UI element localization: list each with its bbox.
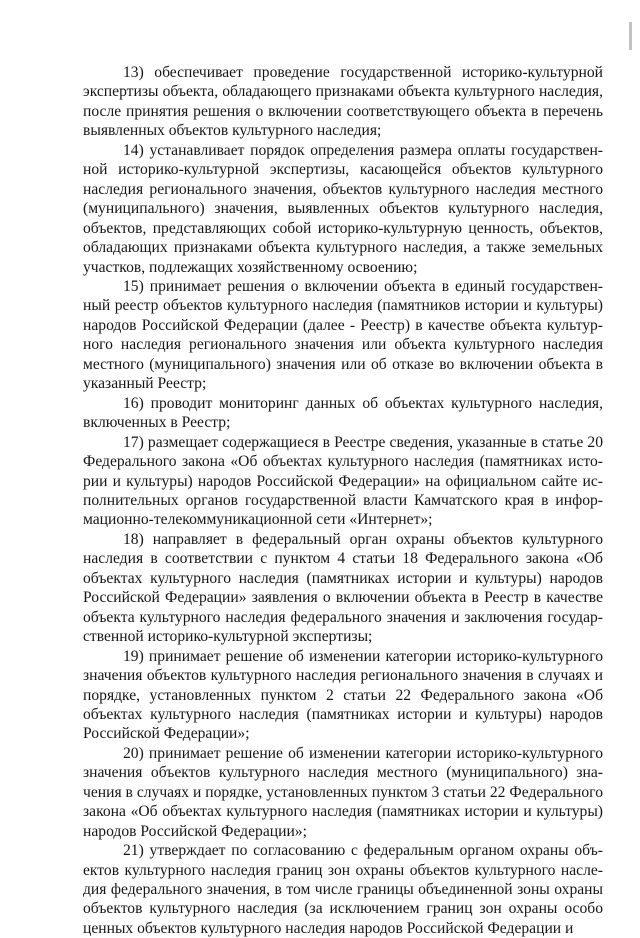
paragraph-item-21: 21) утверждает по согласованию с федеральным органом охраны объектов культурного наследия границ зон охраны объектов культурного наследия федерального значения, в том числе границы объединенной зоны охраны объектов культурного наследия (за исключением границ зон охраны особо ценных объектов культурного наследия народов Российской Федерации и	[83, 842, 603, 937]
paragraph-item-15: 15) принимает решения о включении объекта в единый государственный реестр объектов культурного наследия (памятников истории и культуры) народов Российской Федерации (далее - Реестр) в качестве объекта культурного наследия регионального значения или объекта культурного наследия местного (муниципального) значения или об отказе во включении объекта в указанный Реестр;	[83, 277, 603, 393]
paragraph-item-14: 14) устанавливает порядок определения размера оплаты государственной историко-культурной экспертизы, касающейся объектов культурного наследия регионального значения, объектов культурного наследия местного (муниципального) значения, выявленных объектов культурного наследия, объектов, представляющих собой историко-культурную ценность, объектов, обладающих признаками объекта культурного наследия, а также земельных участков, подлежащих хозяйственному освоению;	[83, 141, 603, 276]
paragraph-item-19: 19) принимает решение об изменении категории историко-культурного значения объектов культурного наследия регионального значения в случаях и порядке, установленных пунктом 2 статьи 22 Федерального закона «Об объектах культурного наследия (памятниках истории и культуры) народов Российской Федерации»;	[83, 647, 603, 743]
paragraph-item-20: 20) принимает решение об изменении категории историко-культурного значения объектов культурного наследия местного (муниципального) значения в случаях и порядке, установленных пунктом 3 статьи 22 Федерального закона «Об объектах культурного наследия (памятниках истории и культуры) народов Российской Федерации»;	[83, 744, 603, 840]
paragraph-item-17: 17) размещает содержащиеся в Реестре сведения, указанные в статье 20 Федерального закона «Об объектах культурного наследия (памятниках истории и культуры) народов Российской Федерации» на официальном сайте исполнительных органов государственной власти Камчатского края в информационно-телекоммуникационной сети «Интернет»;	[83, 433, 603, 529]
paragraph-item-16: 16) проводит мониторинг данных об объектах культурного наследия, включенных в Реестр;	[83, 394, 603, 432]
paragraph-item-13: 13) обеспечивает проведение государственной историко-культурной экспертизы объекта, обладающего признаками объекта культурного наследия, после принятия решения о включении соответствующего объекта в перечень выявленных объектов культурного наследия;	[83, 64, 603, 140]
scan-edge-mark	[629, 22, 632, 50]
paragraph-item-18: 18) направляет в федеральный орган охраны объектов культурного наследия в соответствии с пунктом 4 статьи 18 Федерального закона «Об объектах культурного наследия (памятниках истории и культуры) народов Российской Федерации» заявления о включении объекта в Реестр в качестве объекта культурного наследия федерального значения и заключения государственной историко-культурной экспертизы;	[83, 530, 603, 646]
document-page	[83, 63, 603, 938]
